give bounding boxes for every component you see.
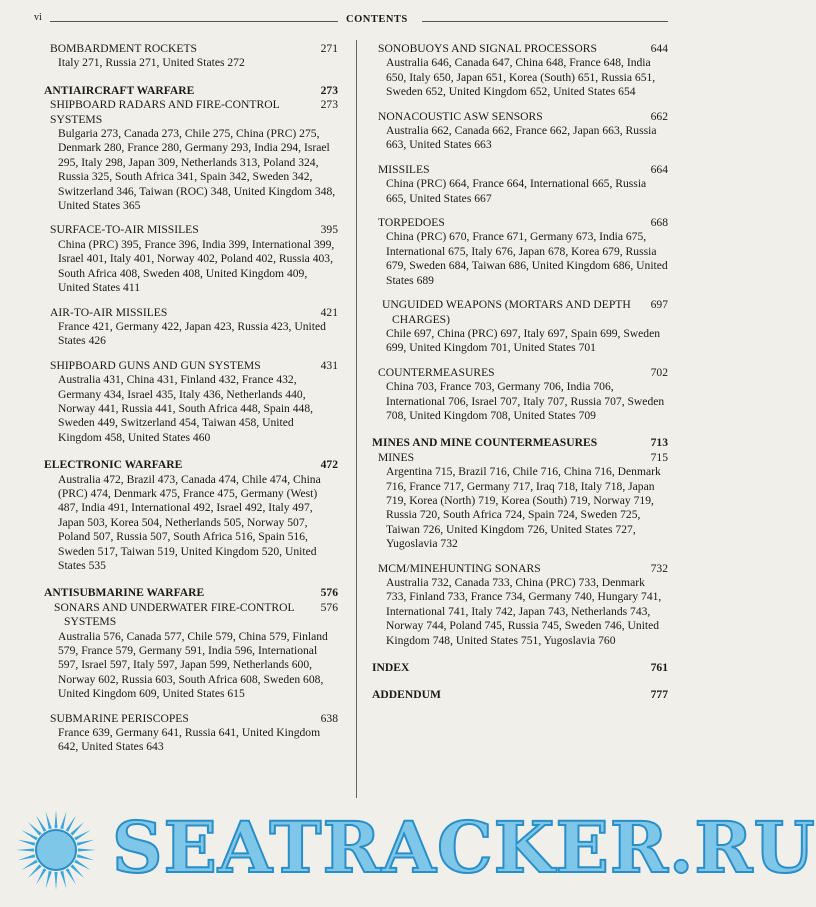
toc-entry [372,110,668,153]
toc-entry-title: BOMBARDMENT ROCKETS [50,42,197,55]
toc-entry-countries: France 639, Germany 641, Russia 641, United Kingdom 642, United States 643 [58,726,321,754]
toc-entry-page: 662 [650,109,668,123]
toc-entry [372,216,668,288]
toc-entry-page: 697 [650,298,668,312]
toc-entry-page: 273 [320,98,338,112]
toc-entry-title: SHIPBOARD RADARS AND FIRE-CONTROL SYSTEMS [50,98,280,126]
toc-entry [372,366,668,424]
watermark-banner [0,806,816,889]
toc-entry [372,436,668,450]
toc-entry-countries: Australia 431, China 431, Finland 432, France 432, Germany 434, Israel 435, Italy 436, Netherlands 440, Norway 441, Russia 441, South Africa 448, Spain 448, Sweden 449, Switzerland 454, Taiwan 458, United Kingdom 458, United States 460 [58,373,314,444]
toc-entry [44,98,338,213]
toc-entry-page: 271 [320,42,338,55]
toc-entry-page: 644 [650,42,668,55]
toc-entry-countries: China (PRC) 670, France 671, Germany 673, India 675, International 675, Italy 676, Japan 678, Korea 679, Russia 679, Sweden 684, Taiwan 686, United Kingdom 686, United States 689 [386,230,668,287]
toc-entry-title: MINES [378,450,415,464]
toc-entry [44,84,338,98]
toc-entry [44,359,338,445]
toc-entry-title: ELECTRONIC WARFARE [44,458,183,472]
toc-entry-title: ANTIAIRCRAFT WARFARE [44,83,195,97]
toc-entry [372,298,668,356]
toc-entry [44,42,338,71]
toc-entry [372,451,668,552]
toc-entry-title: MCM/MINEHUNTING SONARS [378,561,541,575]
toc-entry-title: SONOBUOYS AND SIGNAL PROCESSORS [378,42,597,55]
toc-entry [44,458,338,573]
toc-entry-countries: Australia 662, Canada 662, France 662, Japan 663, Russia 663, United States 663 [386,124,657,152]
toc-entry-title: SONARS AND UNDERWATER FIRE-CONTROL SYSTEMS [54,600,295,629]
toc-entry-countries: Italy 271, Russia 271, United States 272 [58,56,245,70]
toc-entry-title: SUBMARINE PERISCOPES [50,711,189,725]
toc-entry-page: 732 [650,561,668,575]
toc-entry [44,586,338,600]
toc-entry-countries: China 703, France 703, Germany 706, India 706, International 706, Israel 707, Italy 707, Russia 707, Sweden 708, United Kingdom 708, United States 709 [386,380,665,422]
toc-entry [372,661,668,675]
toc-entry-title: ADDENDUM [372,688,441,702]
header-rule-left [50,21,338,22]
toc-entry-title: ANTISUBMARINE WARFARE [44,586,205,600]
page-number: vi [34,12,42,23]
toc-entry-countries: Australia 732, Canada 733, China (PRC) 733, Denmark 733, Finland 733, France 734, Germany 740, Hungary 741, International 741, Italy 742, Japan 743, Netherlands 743, Norway 744, Poland 745, Russia 745, Sweden 746, United Kingdom 748, United States 751, Yugoslavia 760 [386,576,662,647]
toc-entry-title: NONACOUSTIC ASW SENSORS [378,109,543,123]
column-divider [356,40,357,798]
toc-entry-title: TORPEDOES [378,216,445,230]
toc-entry-title: AIR-TO-AIR MISSILES [50,305,168,319]
toc-entry [372,688,668,702]
toc-entry-countries: Australia 472, Brazil 473, Canada 474, Chile 474, China (PRC) 474, Denmark 475, France 475, Germany (West) 487, India 491, International 492, Israel 492, Italy 497, Japan 503, Korea 504, Netherlands 505, Norway 507, Poland 507, Russia 507, South Africa 516, Spain 516, Sweden 517, Taiwan 519, United Kingdom 520, United States 535 [58,472,321,572]
toc-entry-countries: Australia 576, Canada 577, Chile 579, China 579, Finland 579, France 579, Germany 591, India 596, International 597, Israel 597, Italy 597, Japan 599, Netherlands 600, Norway 602, Russia 603, South Africa 608, Sweden 608, United Kingdom 609, United States 615 [58,629,328,701]
sunburst-logo-icon [4,808,108,892]
toc-entry-page: 664 [650,162,668,176]
toc-entry-countries: Argentina 715, Brazil 716, Chile 716, China 716, Denmark 716, France 717, Germany 717, Iraq 718, Italy 718, Japan 719, Korea (North) 719, Korea (South) 719, Norway 719, Russia 720, South Africa 724, Spain 724, Sweden 725, Taiwan 726, United Kingdom 726, United States 727, Yugoslavia 732 [386,465,661,551]
toc-entry-page: 576 [320,586,338,600]
toc-entry-title: COUNTERMEASURES [378,365,495,379]
toc-entry-page: 761 [650,661,668,675]
toc-entry-page: 713 [650,436,668,450]
toc-entry-countries: France 421, Germany 422, Japan 423, Russia 423, United States 426 [58,319,326,348]
toc-entry-title: MINES AND MINE COUNTERMEASURES [372,436,598,450]
toc-entry-page: 638 [320,711,338,725]
toc-entry [372,163,668,206]
toc-entry-page: 421 [320,305,338,319]
header-rule-right [422,21,668,22]
toc-entry-countries: Chile 697, China (PRC) 697, Italy 697, Spain 699, Sweden 699, United Kingdom 701, United States 701 [386,326,661,355]
toc-entry-title: SURFACE-TO-AIR MISSILES [50,223,199,237]
toc-entry-page: 715 [650,450,668,464]
toc-left-column [44,42,338,755]
toc-entry [44,306,338,349]
toc-entry-countries: Australia 646, Canada 647, China 648, France 648, India 650, Italy 650, Japan 651, Korea (South) 651, Russia 651, Sweden 652, United Kingdom 652, United States 654 [386,56,656,99]
toc-entry-page: 472 [320,458,338,472]
toc-entry-page: 395 [320,223,338,237]
watermark-text: SEATRACKER.RU [112,806,816,889]
toc-entry [44,601,338,702]
toc-entry [44,223,338,295]
toc-entry-title: INDEX [372,661,410,675]
toc-entry-page: 777 [650,688,668,702]
page-header [34,12,668,28]
toc-entry [372,562,668,648]
toc-entry-title: UNGUIDED WEAPONS (MORTARS AND DEPTH CHARGES) [382,298,631,326]
toc-entry-page: 576 [320,600,338,614]
toc-entry [372,42,668,100]
toc-entry-title: SHIPBOARD GUNS AND GUN SYSTEMS [50,358,261,372]
toc-entry-page: 431 [320,358,338,372]
toc-entry-page: 668 [650,216,668,230]
page-title: CONTENTS [346,14,408,25]
toc-right-column [372,42,668,703]
toc-entry-countries: Bulgaria 273, Canada 273, Chile 275, China (PRC) 275, Denmark 280, France 280, Germany 293, India 294, Israel 295, Italy 298, Japan 309, Netherlands 313, Poland 324, Russia 325, South Africa 341, Spain 342, Sweden 342, Switzerland 346, Taiwan (ROC) 348, United Kingdom 348, United States 365 [58,127,336,213]
toc-entry-countries: China (PRC) 395, France 396, India 399, International 399, Israel 401, Italy 401, Norway 402, Poland 402, Russia 403, South Africa 408, Sweden 408, United Kingdom 409, United States 411 [58,237,335,295]
toc-entry-countries: China (PRC) 664, France 664, International 665, Russia 665, United States 667 [386,177,647,205]
toc-entry-title: MISSILES [378,162,430,176]
toc-entry-page: 702 [650,365,668,379]
toc-entry [44,712,338,755]
toc-entry-page: 273 [320,83,338,97]
